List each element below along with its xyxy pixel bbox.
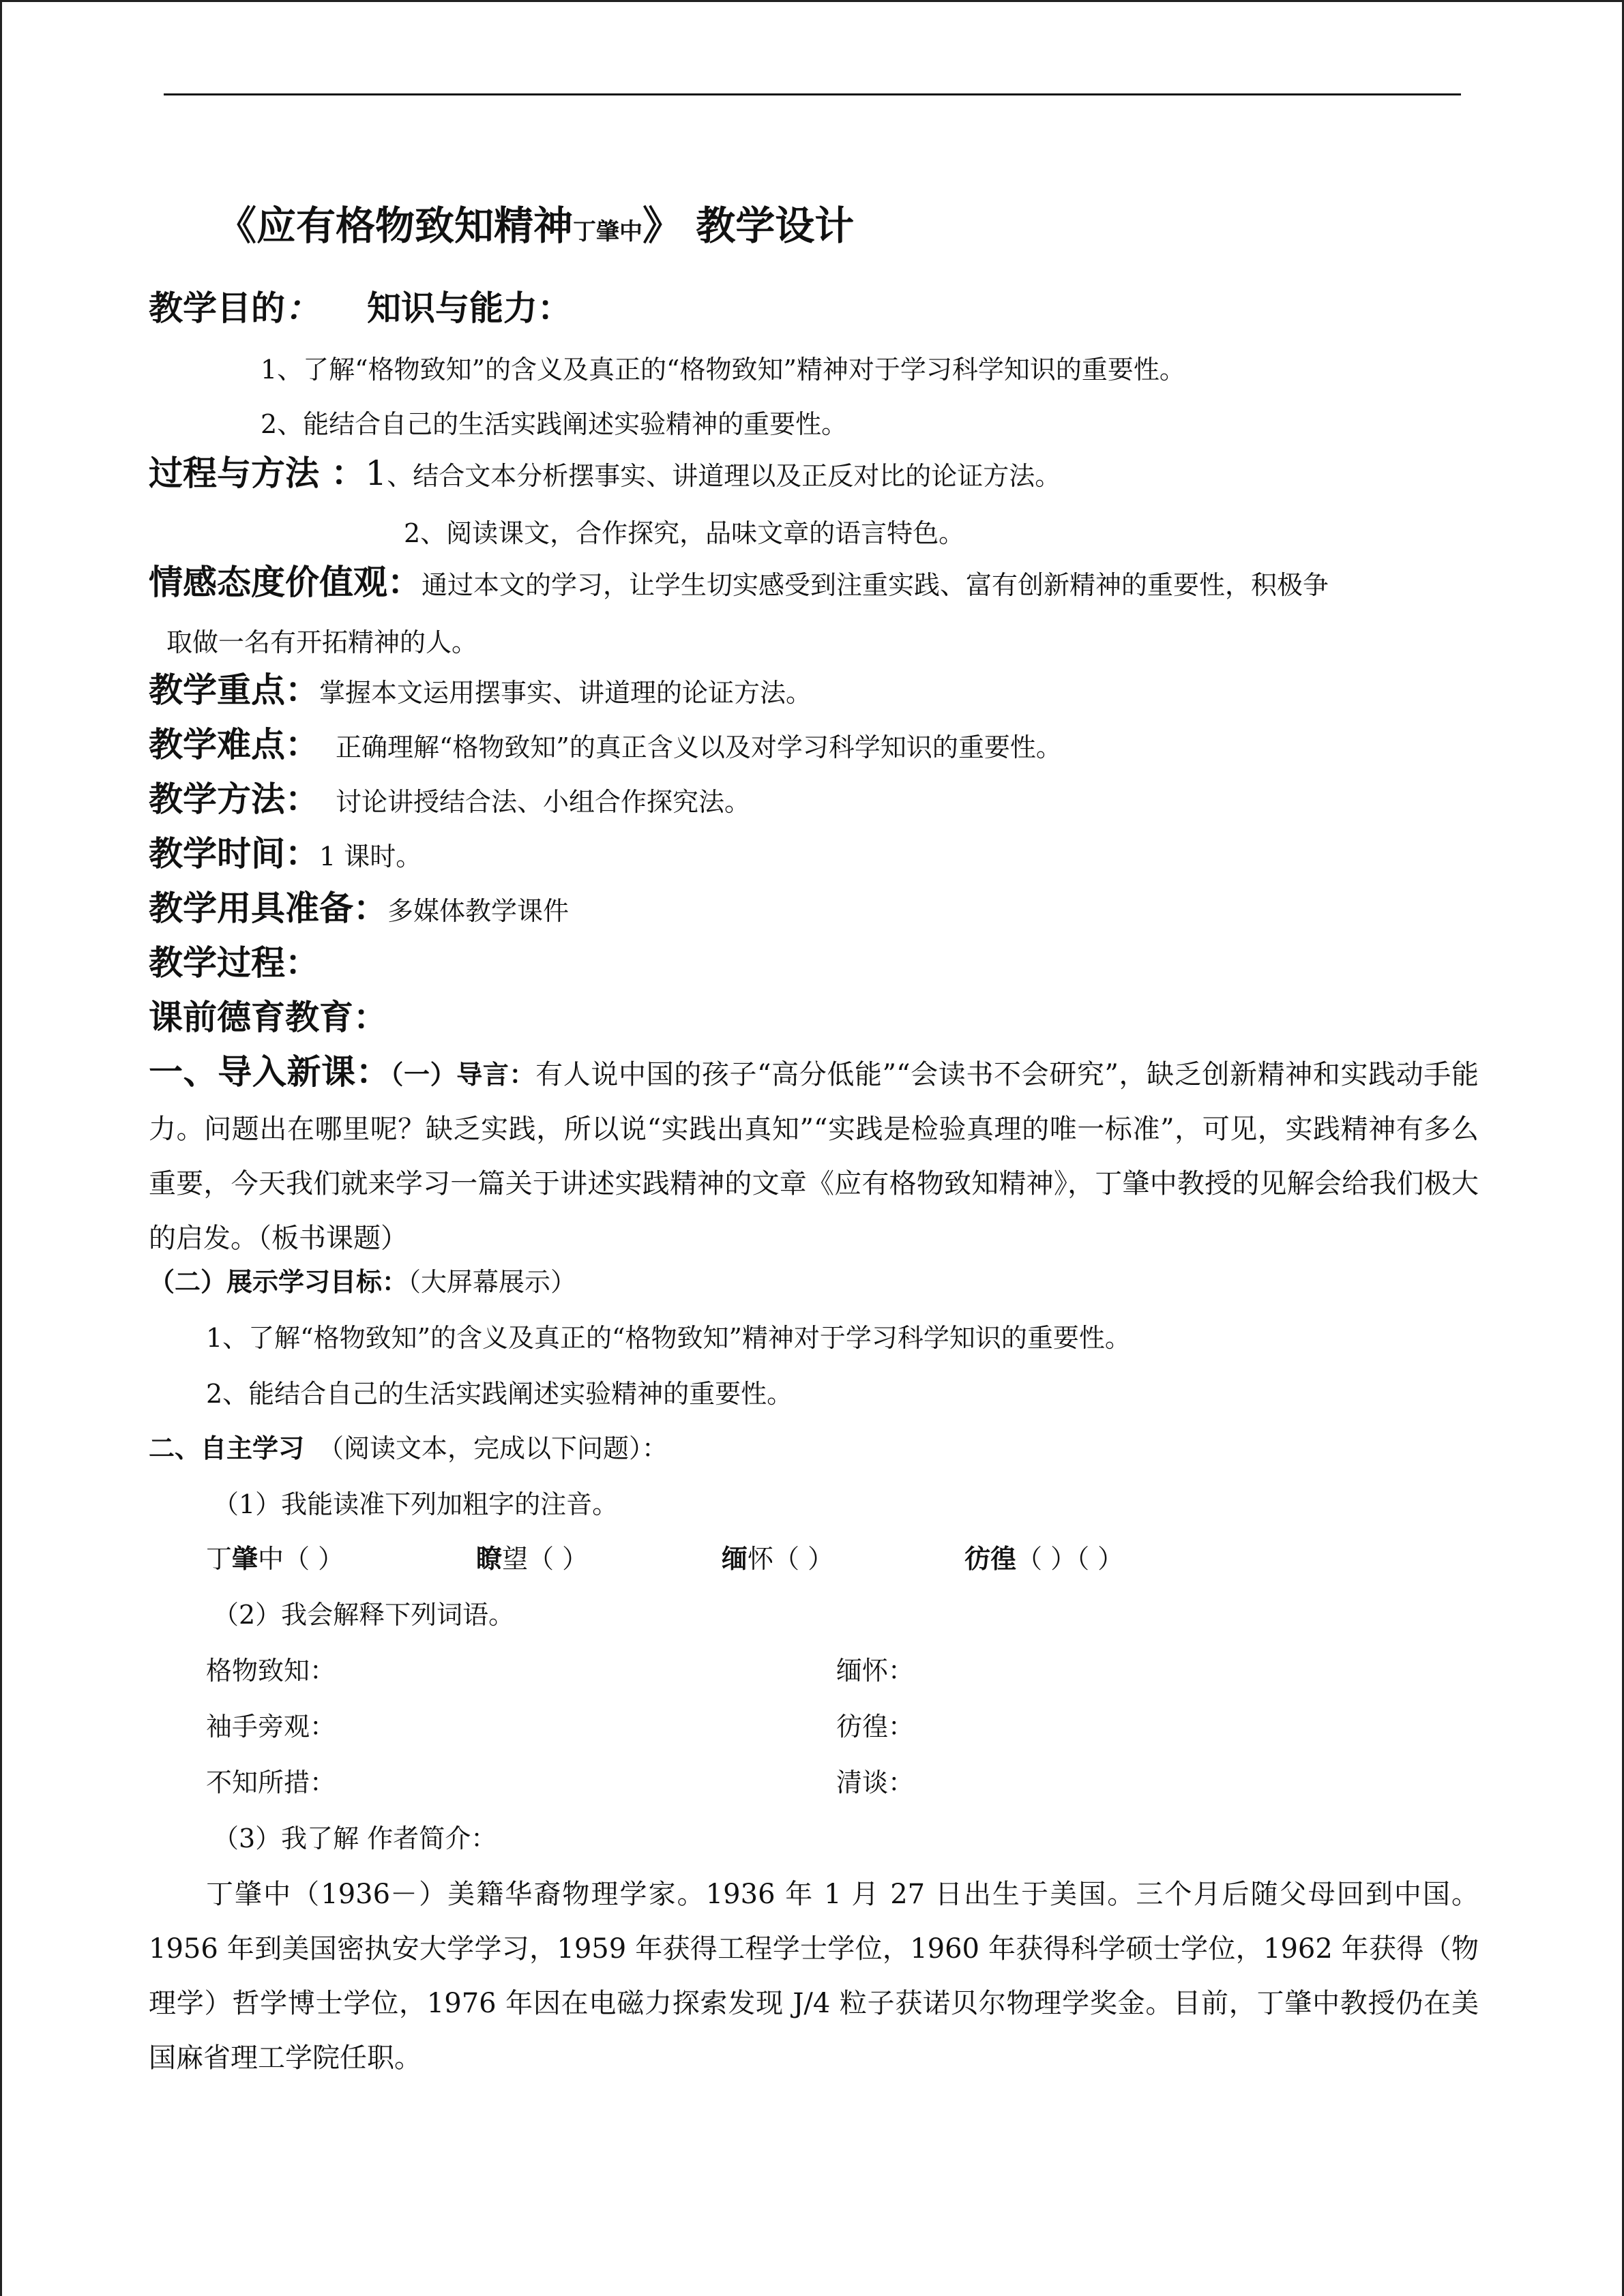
goals-heading-line — [149, 1266, 576, 1298]
emotion-line — [149, 563, 1329, 602]
header-rule — [164, 93, 1461, 95]
intro-label: （一）导言： — [390, 1059, 536, 1090]
time-text: 1 课时。 — [319, 841, 422, 871]
tools-text: 多媒体教学课件 — [387, 896, 570, 926]
tools-line — [149, 889, 570, 928]
pinyin-item — [476, 1542, 588, 1575]
tools-label: 教学用具准备： — [149, 889, 387, 928]
method-label: 教学方法： — [149, 779, 319, 819]
difficulty-line — [149, 725, 1062, 764]
page-title — [217, 202, 854, 256]
goal-item-2: 2、能结合自己的生活实践阐述实验精神的重要性。 — [206, 1379, 793, 1409]
section2-heading: 二、自主学习 — [149, 1433, 305, 1463]
self-study-line — [149, 1432, 668, 1465]
knowledge-item-1: 1、了解“格物致知”的含义及真正的“格物致知”精神对于学习科学知识的重要性。 — [261, 355, 1185, 385]
term-left-1: 格物致知： — [206, 1656, 336, 1686]
title-author: 丁肇中 — [573, 218, 643, 245]
moral-heading: 课前德育教育： — [149, 998, 387, 1037]
pinyin-3-bold: 缅 — [722, 1543, 748, 1574]
term-left-2: 袖手旁观： — [206, 1712, 336, 1742]
process-item-2: 2、阅读课文，合作探究，品味文章的语言特色。 — [404, 518, 965, 548]
emotion-text-1: 通过本文的学习，让学生切实感受到注重实践、富有创新精神的重要性，积极争 — [422, 570, 1329, 600]
time-label: 教学时间： — [149, 834, 319, 874]
pinyin-1-post: 中（ ） — [258, 1544, 344, 1574]
pinyin-2-bold: 瞭 — [476, 1543, 503, 1574]
goals-label: （二）展示学习目标： — [149, 1266, 409, 1297]
title-main: 《应有格物致知精神 — [217, 203, 574, 249]
question-1: （1）我能读准下列加粗字的注音。 — [213, 1489, 619, 1519]
knowledge-item-2: 2、能结合自己的生活实践阐述实验精神的重要性。 — [261, 409, 848, 439]
pinyin-1-pre: 丁 — [206, 1544, 233, 1574]
pinyin-3-post: 怀（ ） — [748, 1544, 834, 1574]
objectives-colon: ： — [285, 288, 319, 328]
process-heading: 教学过程： — [149, 943, 319, 983]
term-right-3: 清谈： — [836, 1768, 915, 1798]
key-point-label: 教学重点： — [149, 670, 319, 710]
difficulty-label: 教学难点： — [149, 725, 319, 764]
pinyin-2-post: 望（ ） — [502, 1544, 589, 1574]
title-suffix: 》 教学设计 — [643, 203, 855, 249]
section2-note: （阅读文本，完成以下问题）： — [318, 1433, 668, 1463]
emotion-label: 情感态度价值观： — [149, 563, 422, 602]
pinyin-item — [964, 1542, 1123, 1575]
pinyin-item — [206, 1542, 344, 1575]
pinyin-4-bold: 彷徨 — [964, 1543, 1017, 1574]
key-point-line — [149, 670, 812, 710]
pinyin-item — [722, 1542, 833, 1575]
difficulty-text: 正确理解“格物致知”的真正含义以及对学习科学知识的重要性。 — [336, 732, 1062, 762]
time-line — [149, 834, 422, 874]
pinyin-1-bold: 肇 — [232, 1543, 259, 1574]
term-right-1: 缅怀： — [836, 1656, 915, 1686]
process-method-label: 过程与方法 ： — [149, 453, 366, 493]
term-right-2: 彷徨： — [836, 1712, 915, 1742]
question-2: （2）我会解释下列词语。 — [213, 1600, 515, 1630]
objectives-label: 教学目的 — [149, 288, 285, 328]
goal-item-1: 1、了解“格物致知”的含义及真正的“格物致知”精神对于学习科学知识的重要性。 — [206, 1323, 1131, 1353]
author-bio: 丁肇中（1936－）美籍华裔物理学家。1936 年 1 月 27 日出生于美国。三个月后随父母回到中国。1956 年到美国密执安大学学习，1959 年获得工程学士学位，1960 年获得科学硕士学位，1962 年获得（物理学）哲学博士学位，1976 年因在电磁力探索发现 J/4 粒子获诺贝尔物理学奖金。目前，丁肇中教授仍在美国麻省理工学院任职。 — [149, 1879, 1479, 2074]
question-3: （3）我了解 作者简介： — [213, 1823, 497, 1853]
section1-heading: 一、导入新课： — [149, 1052, 391, 1092]
key-point-text: 掌握本文运用摆事实、讲道理的论证方法。 — [319, 678, 812, 708]
process-item-1: 、结合文本分析摆事实、讲道理以及正反对比的论证方法。 — [387, 461, 1061, 491]
objectives-heading — [149, 288, 572, 328]
pinyin-4-post: （ ）（ ） — [1016, 1544, 1124, 1574]
process-method-line — [149, 453, 1061, 493]
intro-text: 有人说中国的孩子“高分低能”“会读书不会研究”，缺乏创新精神和实践动手能力。问题出在哪里呢？缺乏实践，所以说“实践出真知”“实践是检验真理的唯一标准”，可见，实践精神有多么重要，今天我们就来学习一篇关于讲述实践精神的文章《应有格物致知精神》，丁肇中教授的见解会给我们极大的启发。（板书课题） — [149, 1059, 1479, 1254]
intro-paragraph — [149, 1045, 1479, 1266]
method-text: 讨论讲授结合法、小组合作探究法。 — [336, 787, 751, 817]
term-left-3: 不知所措： — [206, 1768, 336, 1798]
emotion-text-2: 取做一名有开拓精神的人。 — [166, 627, 478, 657]
method-line — [149, 779, 751, 819]
goals-note: （大屏幕展示） — [408, 1267, 577, 1297]
knowledge-label: 知识与能力： — [367, 288, 572, 328]
process-num: 1 — [365, 453, 387, 493]
